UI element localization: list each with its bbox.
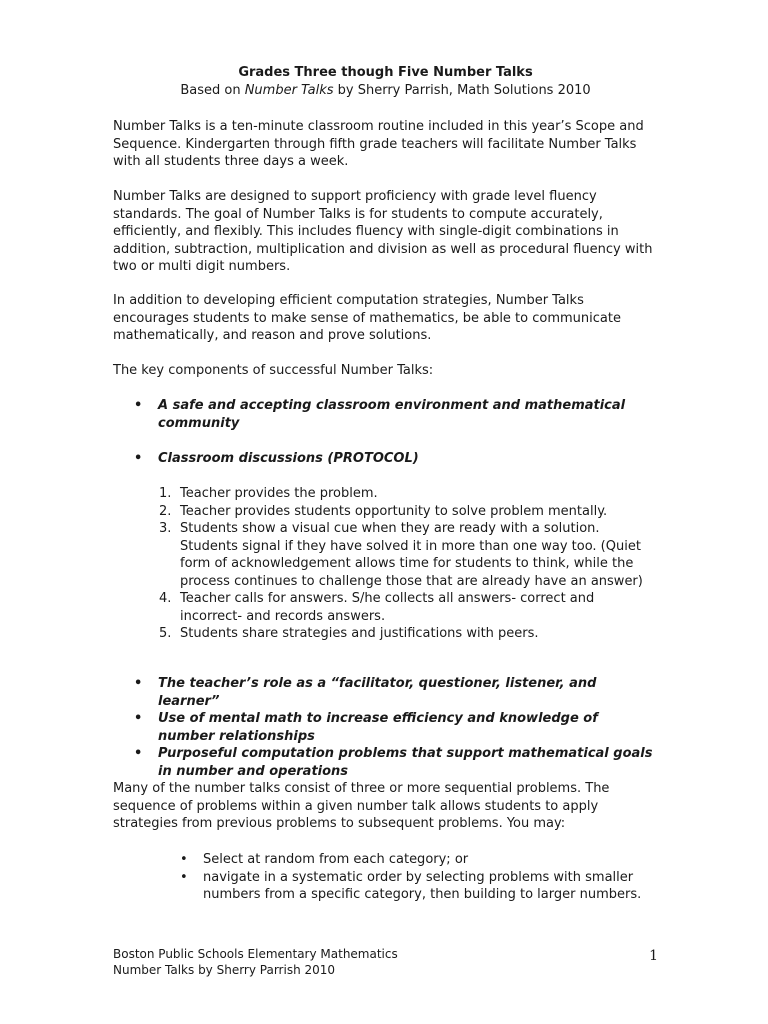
paragraph-components-intro: The key components of successful Number Talks: <box>113 363 434 378</box>
document-title: Grades Three though Five Number Talks <box>238 65 533 80</box>
step-text: Teacher provides the problem. <box>180 486 378 501</box>
page-number: 1 <box>649 948 658 964</box>
bullet-icon: • <box>134 746 143 761</box>
step-number: 5. <box>159 626 172 641</box>
protocol-step <box>113 520 658 590</box>
subtitle-suffix: by Sherry Parrish, Math Solutions 2010 <box>333 83 591 98</box>
subtitle-book-title: Number Talks <box>244 83 334 98</box>
component-text: Purposeful computation problems that support mathematical goals in number and operations <box>158 746 653 779</box>
step-text: Teacher calls for answers. S/he collects all answers- correct and incorrect- and records answers. <box>180 591 595 624</box>
bullet-icon: • <box>134 711 143 726</box>
document-page <box>113 64 658 902</box>
step-text: Students share strategies and justifications with peers. <box>180 626 539 641</box>
component-text: Use of mental math to increase efficiency and knowledge of number relationships <box>158 711 598 744</box>
paragraph-fluency: Number Talks are designed to support proficiency with grade level fluency standards. The goal of Number Talks is for students to compute accurately, efficiently, and flexibly. This includes fluency with single-digit combinations in addition, subtraction, multiplication and division as well as procedural fluency with two or multi digit numbers. <box>113 189 653 274</box>
options-list <box>113 851 658 904</box>
subtitle-prefix: Based on <box>180 83 245 98</box>
protocol-step <box>113 590 658 625</box>
component-text: A safe and accepting classroom environment and mathematical community <box>158 398 626 431</box>
component-list-item <box>113 450 658 468</box>
protocol-steps-list <box>113 485 658 643</box>
bullet-icon: • <box>134 451 143 466</box>
component-list-item <box>113 710 658 745</box>
step-text: Students show a visual cue when they are ready with a solution. Students signal if they have solved it in more than one way too. (Quiet form of acknowledgement allows time for students to think, while the process continues to challenge those that are already have an answer) <box>180 521 643 589</box>
protocol-step <box>113 503 658 521</box>
document-subtitle <box>113 82 658 100</box>
paragraph-sense-making: In addition to developing efficient computation strategies, Number Talks encourages students to make sense of mathematics, be able to communicate mathematically, and reason and prove solutions. <box>113 293 621 343</box>
bullet-icon: • <box>134 398 143 413</box>
step-number: 3. <box>159 521 172 536</box>
bullet-icon: • <box>180 869 188 885</box>
bullet-icon: • <box>134 676 143 691</box>
step-number: 2. <box>159 503 172 519</box>
page-footer <box>113 946 658 978</box>
option-text: navigate in a systematic order by selecting problems with smaller numbers from a specific category, then building to larger numbers. <box>203 869 642 902</box>
component-list <box>113 675 658 780</box>
option-item <box>113 869 658 904</box>
component-text: The teacher’s role as a “facilitator, questioner, listener, and learner” <box>158 676 597 709</box>
step-text: Teacher provides students opportunity to solve problem mentally. <box>180 503 608 519</box>
component-text: Classroom discussions (PROTOCOL) <box>158 451 419 466</box>
option-item <box>113 851 658 869</box>
paragraph-sequence: Many of the number talks consist of three or more sequential problems. The sequence of problems within a given number talk allows students to apply strategies from previous problems to subsequent problems. You may: <box>113 781 610 831</box>
component-list-item <box>113 397 658 432</box>
bullet-icon: • <box>180 852 188 867</box>
footer-line-2: Number Talks by Sherry Parrish 2010 <box>113 963 336 977</box>
component-list-item <box>113 675 658 710</box>
protocol-step <box>113 625 658 643</box>
protocol-step <box>113 485 658 503</box>
option-text: Select at random from each category; or <box>203 852 469 867</box>
step-number: 1. <box>159 486 172 501</box>
paragraph-intro: Number Talks is a ten-minute classroom routine included in this year’s Scope and Sequence. Kindergarten through fifth grade teachers will facilitate Number Talks with all students three days a week. <box>113 119 644 169</box>
footer-line-1: Boston Public Schools Elementary Mathematics <box>113 947 398 961</box>
component-list-item <box>113 745 658 780</box>
step-number: 4. <box>159 591 172 606</box>
